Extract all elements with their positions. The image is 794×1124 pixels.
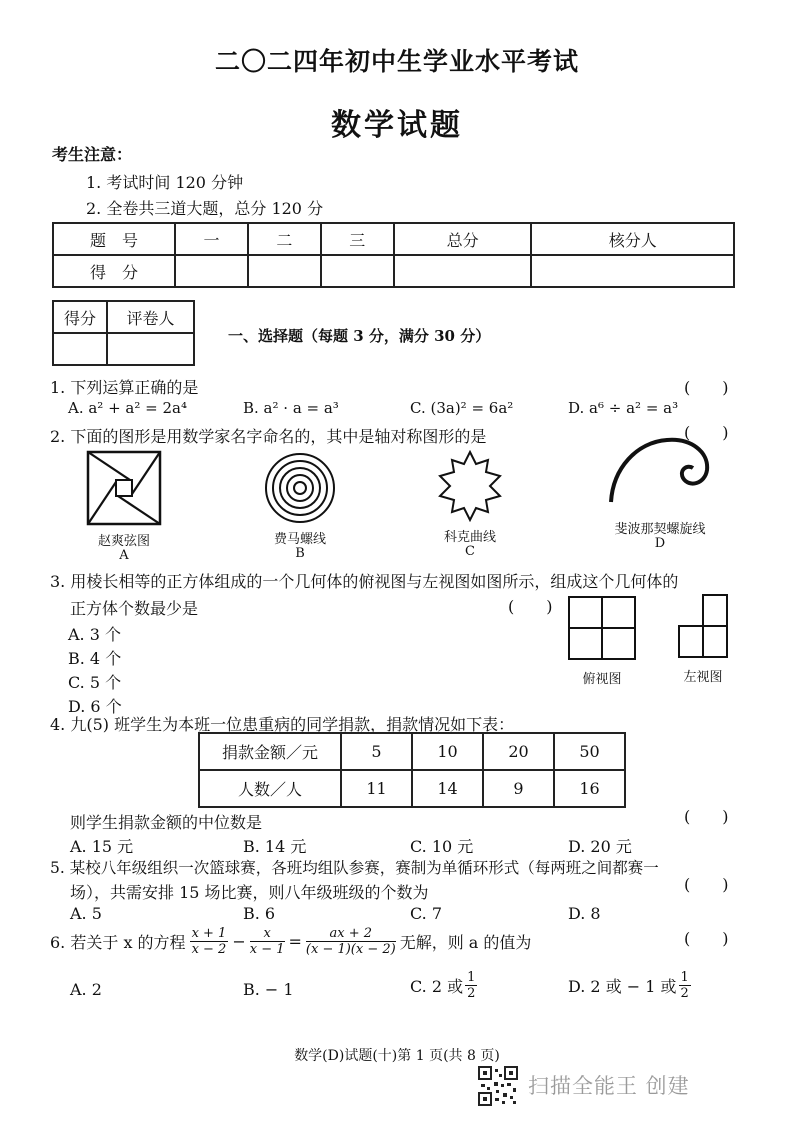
exam-title: 二〇二四年初中生学业水平考试 (214, 47, 579, 76)
top-view-figure (568, 596, 636, 660)
zhao-shuang-diagram-figure (86, 450, 162, 526)
fraction-numerator: 1 (680, 970, 689, 985)
answer-paren: ( ) (508, 597, 553, 616)
donation-header-cell: 捐款金额／元 (199, 733, 341, 770)
q6-option-d-fraction (679, 970, 691, 1001)
top-view-label: 俯视图 (582, 672, 622, 687)
q6-stem-prefix: 6. 若关于 x 的方程 (50, 933, 186, 952)
q6-option-c-fraction (465, 970, 477, 1001)
grader-table (52, 300, 195, 366)
score-header-cell: 总分 (394, 223, 532, 255)
figure-d-letter: D (654, 536, 666, 551)
score-header-cell: 三 (321, 223, 394, 255)
q6-equals: = (288, 932, 302, 951)
figure-c-name: 科克曲线 (443, 530, 496, 545)
question-5-stem-line1: 5. 某校八年级组织一次篮球赛，各班均组队参赛，赛制为单循环形式（每两班之间都赛一 (50, 859, 659, 877)
answer-paren: ( ) (684, 875, 729, 894)
donation-count-cell: 16 (554, 770, 625, 807)
q6-option-b: B. − 1 (243, 980, 294, 999)
qr-code-icon (478, 1066, 518, 1106)
donation-count-cell: 14 (412, 770, 483, 807)
fraction-numerator: 1 (467, 970, 476, 985)
question-1-stem: 1. 下列运算正确的是 (50, 378, 199, 397)
subject-title: 数学试题 (331, 108, 463, 143)
grader-cell (53, 333, 107, 365)
donation-header-cell: 人数／人 (199, 770, 341, 807)
q4-option-a: A. 15 元 (70, 837, 134, 856)
figure-b-letter: B (295, 546, 305, 561)
fibonacci-spiral-figure (605, 432, 715, 504)
q6-stem-suffix: 无解，则 a 的值为 (399, 933, 532, 952)
q6-f3-numerator: ax + 2 (306, 926, 396, 942)
q1-option-d: D. a⁶ ÷ a² = a³ (568, 399, 679, 417)
grader-name-label: 评卷人 (107, 301, 194, 333)
grader-score-label: 得分 (53, 301, 107, 333)
q1-option-a: A. a² + a² = 2a⁴ (68, 399, 187, 417)
score-cell (248, 255, 321, 287)
question-4-question: 则学生捐款金额的中位数是 (70, 813, 263, 832)
donation-amount-cell: 10 (412, 733, 483, 770)
figure-a-letter: A (119, 548, 129, 563)
answer-paren: ( ) (684, 378, 729, 397)
figure-b-name: 费马螺线 (273, 532, 326, 547)
donation-table (198, 732, 626, 808)
donation-count-cell: 11 (341, 770, 412, 807)
q5-option-d: D. 8 (568, 904, 601, 923)
score-header-cell: 题 号 (53, 223, 175, 255)
page-footer: 数学(D)试题(十)第 1 页(共 8 页) (294, 1048, 500, 1064)
q6-option-a: A. 2 (70, 980, 102, 999)
score-cell (175, 255, 248, 287)
donation-amount-cell: 20 (483, 733, 554, 770)
fermat-spiral-figure (262, 450, 338, 526)
q6-f1-numerator: x + 1 (191, 926, 227, 941)
q1-option-c: C. (3a)² = 6a² (410, 399, 514, 417)
donation-amount-cell: 50 (554, 733, 625, 770)
q4-option-d: D. 20 元 (568, 837, 632, 856)
q3-option-a: A. 3 个 (68, 625, 121, 644)
q6-f2-denominator: x − 1 (249, 942, 285, 957)
question-4-stem: 4. 九(5) 班学生为本班一位患重病的同学捐款，捐款情况如下表： (50, 715, 515, 734)
question-2-stem: 2. 下面的图形是用数学家名字命名的，其中是轴对称图形的是 (50, 427, 487, 446)
score-cell (394, 255, 532, 287)
question-5-stem-line2: 场），共需安排 15 场比赛，则八年级班级的个数为 (70, 883, 429, 902)
score-table (52, 222, 735, 288)
koch-curve-figure (432, 450, 508, 522)
q3-option-c: C. 5 个 (68, 673, 122, 692)
figure-c-letter: C (465, 544, 475, 559)
score-header-cell: 二 (248, 223, 321, 255)
q6-minus: − (232, 932, 246, 951)
q4-option-b: B. 14 元 (243, 837, 307, 856)
score-cell (321, 255, 394, 287)
q6-fraction-2 (250, 926, 285, 957)
q4-option-c: C. 10 元 (410, 837, 474, 856)
donation-count-cell: 9 (483, 770, 554, 807)
left-view-label: 左视图 (683, 670, 723, 685)
fraction-denominator: 2 (680, 986, 689, 1001)
donation-amount-cell: 5 (341, 733, 412, 770)
notes-heading: 考生注意： (52, 145, 133, 164)
q3-option-d: D. 6 个 (68, 697, 122, 716)
score-cell (531, 255, 734, 287)
q6-option-c-text: C. 2 或 (410, 977, 464, 996)
answer-paren: ( ) (684, 423, 729, 442)
section-heading: 一、选择题（每题 3 分，满分 30 分） (228, 327, 491, 345)
answer-paren: ( ) (684, 807, 729, 826)
q5-option-a: A. 5 (70, 904, 102, 923)
q6-f2-numerator: x (250, 926, 285, 942)
q6-f3-denominator: (x − 1)(x − 2) (305, 942, 396, 957)
grader-cell (107, 333, 194, 365)
question-6-stem (50, 926, 531, 957)
score-row-label: 得 分 (53, 255, 175, 287)
q5-option-b: B. 6 (243, 904, 276, 923)
q6-option-c (410, 970, 477, 1001)
figure-a-name: 赵爽弦图 (97, 534, 150, 549)
figure-d-name: 斐波那契螺旋线 (614, 522, 706, 537)
q6-option-d-text: D. 2 或 − 1 或 (568, 977, 677, 996)
q3-option-b: B. 4 个 (68, 649, 122, 668)
q6-fraction-3 (306, 926, 396, 957)
answer-paren: ( ) (684, 929, 729, 948)
q6-fraction-1 (190, 926, 229, 957)
note-item: 2. 全卷共三道大题，总分 120 分 (86, 199, 324, 218)
score-header-cell: 一 (175, 223, 248, 255)
scanner-watermark: 扫描全能王 创建 (528, 1074, 690, 1098)
q5-option-c: C. 7 (410, 904, 443, 923)
question-3-stem-line2: 正方体个数最少是 (70, 599, 199, 618)
q1-option-b: B. a² · a = a³ (243, 399, 339, 417)
note-item: 1. 考试时间 120 分钟 (86, 173, 244, 192)
fraction-denominator: 2 (467, 986, 476, 1001)
left-view-figure (678, 594, 728, 658)
q6-option-d (568, 970, 691, 1001)
q6-f1-denominator: x − 2 (191, 942, 227, 957)
score-header-cell: 核分人 (531, 223, 734, 255)
question-3-stem-line1: 3. 用棱长相等的正方体组成的一个几何体的俯视图与左视图如图所示，组成这个几何体的 (50, 572, 679, 591)
